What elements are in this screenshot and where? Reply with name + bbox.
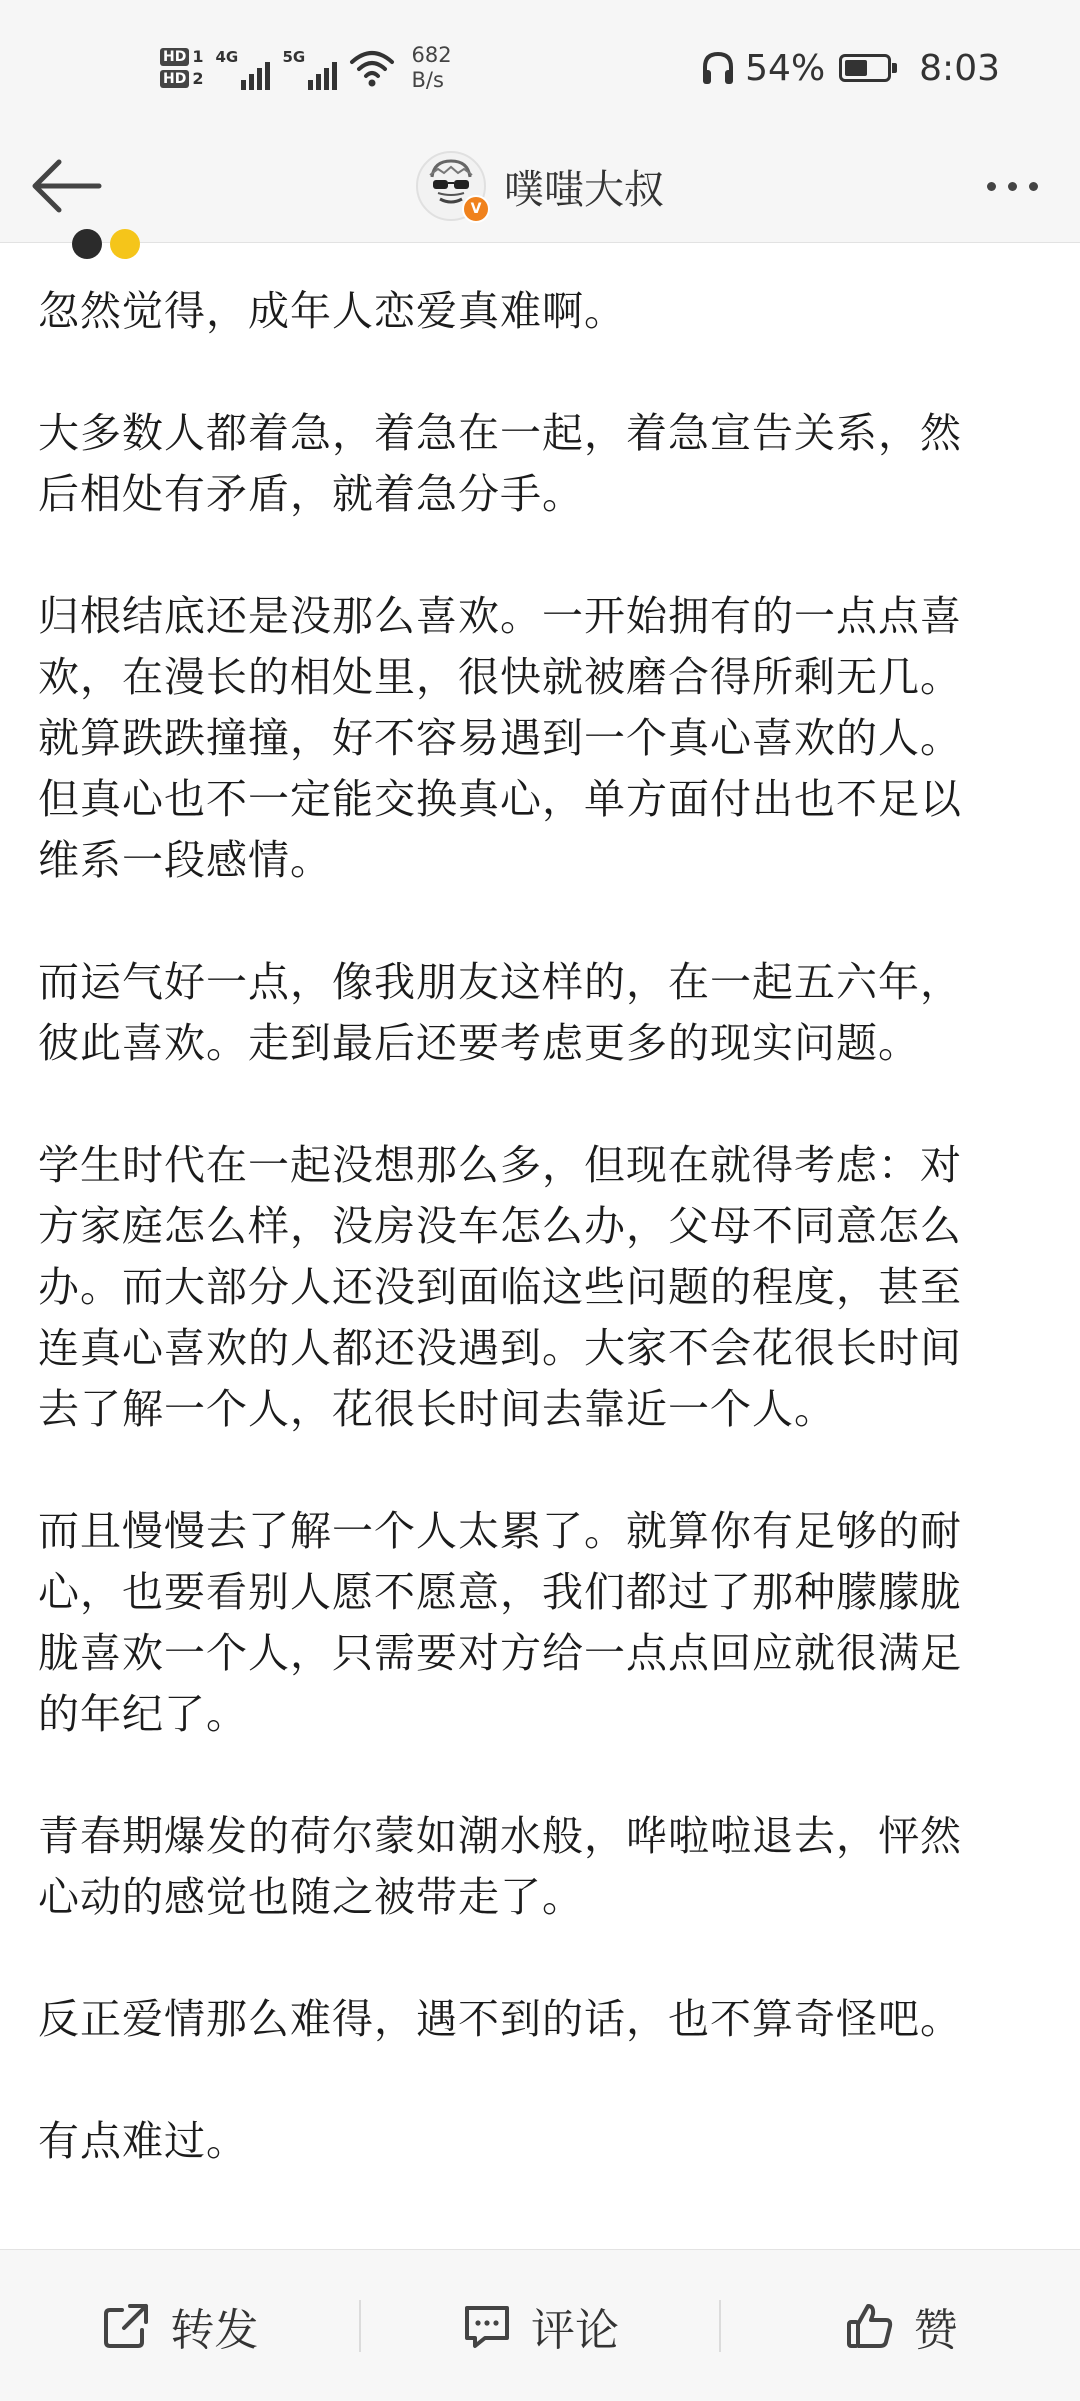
sim2-indicator: [160, 70, 203, 88]
sim-number: 2: [192, 69, 204, 88]
avatar[interactable]: [416, 151, 486, 221]
article-paragraph: 大多数人都着急，着急在一起，着急宣告关系，然 后相处有矛盾，就着急分手。: [38, 409, 962, 518]
repost-icon: [100, 2300, 152, 2352]
status-right-group: [701, 40, 1000, 96]
bottom-action-bar: [0, 2249, 1080, 2401]
article-paragraph: 反正爱情那么难得，遇不到的话，也不算奇怪吧。: [38, 1995, 962, 2043]
article-paragraph: 有点难过。: [38, 2117, 248, 2165]
more-icon-dot: [1029, 182, 1038, 191]
signal-icon: [215, 46, 270, 90]
like-button[interactable]: [721, 2250, 1080, 2401]
more-icon-dot: [1008, 182, 1017, 191]
speed-unit: B/s: [411, 68, 444, 92]
article-paragraph: 而且慢慢去了解一个人太累了。就算你有足够的耐 心，也要看别人愿不愿意，我们都过了那种朦朦胧 胧喜欢一个人，只需要对方给一点点回应就很满足 的年纪了。: [38, 1507, 962, 1738]
battery-percent: 54%: [745, 47, 826, 89]
like-icon: [844, 2300, 896, 2352]
battery-icon: [839, 54, 891, 82]
repost-button[interactable]: [0, 2250, 359, 2401]
status-bar: [0, 0, 1080, 130]
wifi-icon: [349, 48, 395, 88]
more-button[interactable]: [972, 160, 1052, 212]
network-speed: [411, 43, 451, 93]
hd-badge: HD: [160, 48, 189, 66]
partial-emoji-row: [72, 229, 140, 259]
emoji-icon: [72, 229, 102, 259]
speed-value: 682: [411, 43, 452, 67]
article-body: [38, 281, 1038, 2233]
sim1-indicator: [160, 48, 203, 66]
sim-indicators: [160, 48, 203, 88]
article-paragraph: 而运气好一点，像我朋友这样的，在一起五六年， 彼此喜欢。走到最后还要考虑更多的现实问题。: [38, 958, 962, 1067]
more-icon-dot: [987, 182, 996, 191]
article-paragraph: 青春期爆发的荷尔蒙如潮水般，哗啦啦退去，怦然 心动的感觉也随之被带走了。: [38, 1812, 962, 1921]
sim-number: 1: [192, 47, 204, 66]
top-nav-bar: [0, 130, 1080, 243]
article-paragraph: 忽然觉得，成年人恋爱真难啊。: [38, 287, 626, 335]
emoji-icon: [110, 229, 140, 259]
author-info[interactable]: [0, 140, 1080, 232]
headphone-icon: [701, 50, 735, 86]
article-paragraph: 学生时代在一起没想那么多，但现在就得考虑：对 方家庭怎么样，没房没车怎么办，父母不同意怎么 办。而大部分人还没到面临这些问题的程度，甚至 连真心喜欢的人都还没遇到。大家不会花很长时间 去了解一个人，花很长时间去靠近一个人。: [38, 1141, 962, 1433]
verified-badge: V: [462, 195, 490, 223]
status-left-group: [160, 36, 452, 100]
signal-icon: [282, 46, 337, 90]
like-label: 赞: [913, 2304, 958, 2356]
repost-label: 转发: [170, 2304, 259, 2356]
article-paragraph: 归根结底还是没那么喜欢。一开始拥有的一点点喜 欢，在漫长的相处里，很快就被磨合得所剩无几。 就算跌跌撞撞，好不容易遇到一个真心喜欢的人。 但真心也不一定能交换真心，单方面付出也不足以 维系一段感情。: [38, 592, 962, 884]
network-type-label: 5G: [282, 48, 306, 66]
article-content: [0, 243, 1080, 2249]
comment-label: 评论: [531, 2304, 619, 2356]
clock: 8:03: [919, 47, 1000, 89]
network-type-label: 4G: [215, 48, 239, 66]
comment-button[interactable]: [361, 2250, 720, 2401]
author-name[interactable]: 噗嗤大叔: [504, 166, 664, 213]
comment-icon: [461, 2300, 513, 2352]
hd-badge: HD: [160, 70, 189, 88]
